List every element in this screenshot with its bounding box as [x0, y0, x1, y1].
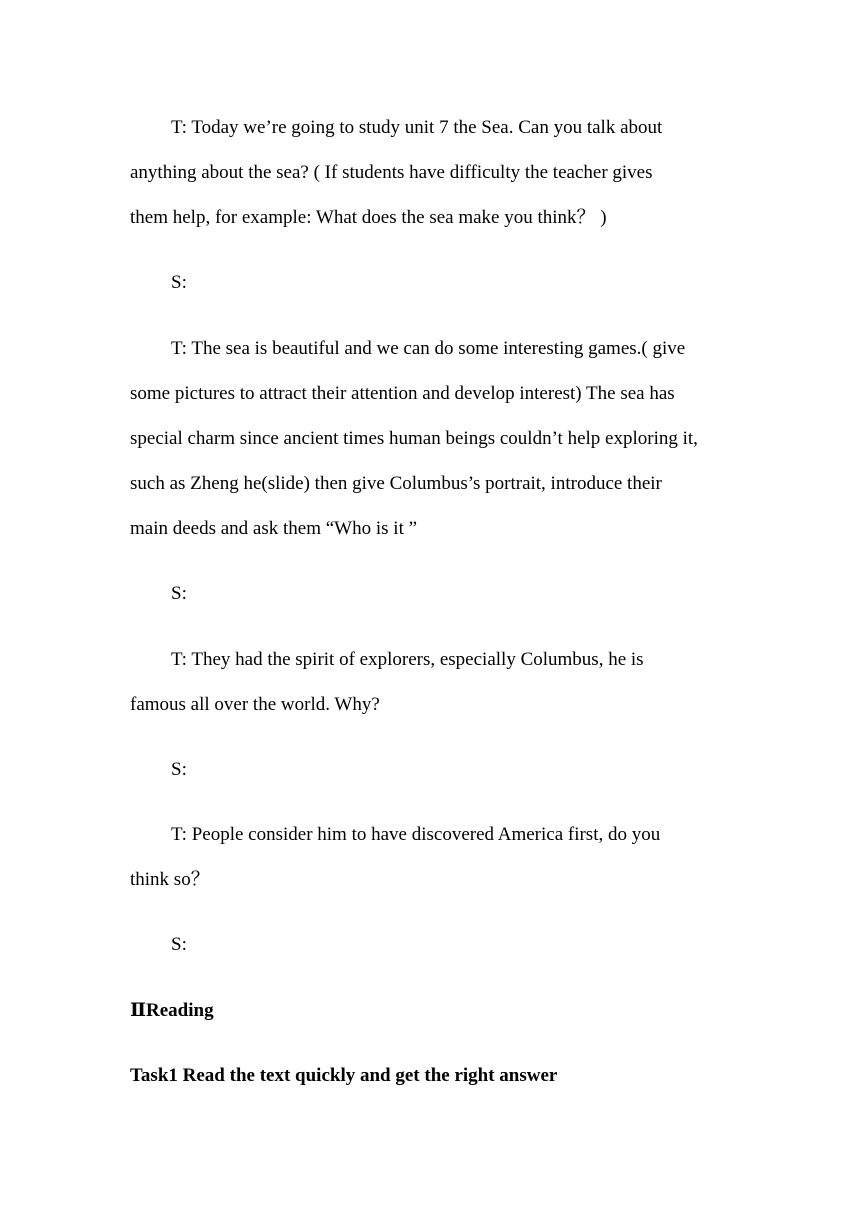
section-heading-reading: ⅡReading	[130, 1000, 214, 1021]
student-response-1: S:	[171, 272, 187, 293]
paragraph-2-line-4: such as Zheng he(slide) then give Columbus’s portrait, introduce their	[130, 473, 662, 494]
paragraph-2-line-2: some pictures to attract their attention and develop interest) The sea has	[130, 383, 675, 404]
paragraph-1-line-2: anything about the sea? ( If students have difficulty the teacher gives	[130, 162, 653, 183]
student-response-3: S:	[171, 759, 187, 780]
paragraph-4-line-1: T: People consider him to have discovered America first, do you	[171, 824, 661, 845]
paragraph-1-line-3: them help, for example: What does the sea make you think？ )	[130, 207, 607, 228]
paragraph-2-line-3: special charm since ancient times human beings couldn’t help exploring it,	[130, 428, 698, 449]
task-heading: Task1 Read the text quickly and get the right answer	[130, 1065, 558, 1086]
paragraph-3-line-1: T: They had the spirit of explorers, especially Columbus, he is	[171, 649, 644, 670]
student-response-4: S:	[171, 934, 187, 955]
paragraph-3-line-2: famous all over the world. Why?	[130, 694, 380, 715]
student-response-2: S:	[171, 583, 187, 604]
paragraph-2-line-1: T: The sea is beautiful and we can do some interesting games.( give	[171, 338, 686, 359]
paragraph-2-line-5: main deeds and ask them “Who is it ”	[130, 518, 418, 539]
paragraph-1-line-1: T: Today we’re going to study unit 7 the Sea. Can you talk about	[171, 117, 663, 138]
paragraph-4-line-2: think so？	[130, 869, 210, 890]
